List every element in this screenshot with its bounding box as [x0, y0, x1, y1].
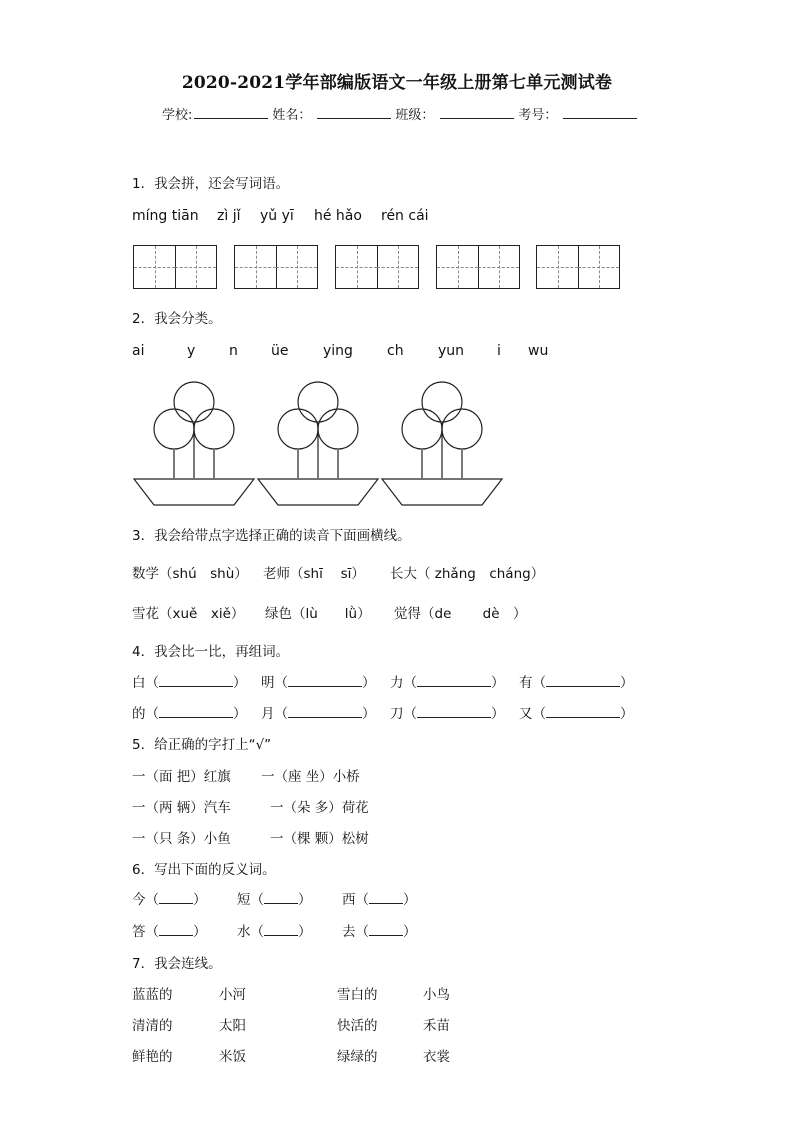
- answer-blank[interactable]: [369, 891, 403, 904]
- q3-item[interactable]: 长大（ zhǎng cháng）: [390, 566, 545, 582]
- q1-pinyin-2: zì jǐ: [217, 208, 241, 224]
- answer-blank[interactable]: [264, 891, 298, 904]
- q2-item: ai: [132, 343, 145, 359]
- q7-word[interactable]: 清清的: [132, 1018, 173, 1034]
- question-6-prompt: 6．写出下面的反义词。: [132, 862, 276, 878]
- q5-item[interactable]: 一（只 条）小鱼: [132, 831, 231, 847]
- q4-item: 月（ ）: [261, 706, 376, 722]
- q6-item: 西（ ）: [342, 892, 417, 908]
- q1-pinyin-4: hé hǎo: [314, 208, 362, 224]
- answer-blank[interactable]: [159, 705, 233, 718]
- q7-word[interactable]: 衣裳: [423, 1049, 450, 1065]
- answer-blank[interactable]: [159, 891, 193, 904]
- q4-item: 白（ ）: [132, 675, 247, 691]
- name-blank[interactable]: [317, 106, 391, 119]
- school-label: 学校:: [162, 108, 193, 123]
- q7-word[interactable]: 绿绿的: [337, 1049, 378, 1065]
- school-blank[interactable]: [194, 106, 268, 119]
- flower-pot-2: [258, 382, 378, 505]
- q2-item: yun: [438, 343, 465, 359]
- q7-word[interactable]: 快活的: [337, 1018, 378, 1034]
- q2-item: n: [229, 343, 238, 359]
- q3-item[interactable]: 绿色（lù lǜ）: [265, 606, 371, 622]
- writing-grid-1[interactable]: [133, 245, 217, 289]
- q6-item: 答（ ）: [132, 924, 207, 940]
- flower-circle[interactable]: [442, 409, 482, 449]
- q3-item[interactable]: 雪花（xuě xiě）: [132, 606, 245, 622]
- answer-blank[interactable]: [417, 705, 491, 718]
- answer-blank[interactable]: [288, 674, 362, 687]
- q7-word[interactable]: 太阳: [219, 1018, 246, 1034]
- flower-pots-diagram: [130, 378, 510, 510]
- answer-blank[interactable]: [264, 923, 298, 936]
- name-label: 姓名：: [272, 108, 312, 123]
- q1-pinyin-1: míng tiān: [132, 208, 199, 224]
- exam-number-label: 考号：: [518, 108, 558, 123]
- q6-item: 水（ ）: [237, 924, 312, 940]
- question-3-prompt: 3．我会给带点字选择正确的读音下面画横线。: [132, 528, 411, 544]
- page-title: 2020-2021学年部编版语文一年级上册第七单元测试卷: [181, 73, 613, 93]
- q2-item: ch: [387, 343, 404, 359]
- q4-item: 明（ ）: [261, 675, 376, 691]
- q7-word[interactable]: 米饭: [219, 1049, 246, 1065]
- question-2-prompt: 2．我会分类。: [132, 311, 222, 327]
- flower-circle[interactable]: [278, 409, 318, 449]
- q2-item: i: [497, 343, 501, 359]
- answer-blank[interactable]: [546, 705, 620, 718]
- q7-word[interactable]: 鲜艳的: [132, 1049, 173, 1065]
- q7-word[interactable]: 小河: [219, 987, 246, 1003]
- q4-item: 有（ ）: [519, 675, 634, 691]
- q7-word[interactable]: 蓝蓝的: [132, 987, 173, 1003]
- student-info-line: [162, 104, 641, 123]
- q2-item: y: [187, 343, 196, 359]
- flower-circle[interactable]: [154, 409, 194, 449]
- question-5-prompt: 5．给正确的字打上“√”: [132, 737, 272, 753]
- exam-number-blank[interactable]: [563, 106, 637, 119]
- q4-item: 的（ ）: [132, 706, 247, 722]
- q3-item[interactable]: 觉得（de dè ）: [394, 606, 527, 622]
- flower-pot-1: [134, 382, 254, 505]
- q4-item: 刀（ ）: [390, 706, 505, 722]
- flower-circle[interactable]: [194, 409, 234, 449]
- q2-item: ying: [323, 343, 353, 359]
- q1-pinyin-5: rén cái: [381, 208, 429, 224]
- flower-circle[interactable]: [402, 409, 442, 449]
- class-blank[interactable]: [440, 106, 514, 119]
- writing-grid-4[interactable]: [436, 245, 520, 289]
- answer-blank[interactable]: [159, 674, 233, 687]
- q6-item: 短（ ）: [237, 892, 312, 908]
- question-1-prompt: 1．我会拼，还会写词语。: [132, 176, 290, 192]
- question-4-prompt: 4．我会比一比，再组词。: [132, 644, 290, 660]
- answer-blank[interactable]: [369, 923, 403, 936]
- q2-item: üe: [271, 343, 289, 359]
- q5-item[interactable]: 一（棵 颗）松树: [270, 831, 369, 847]
- flower-circle[interactable]: [318, 409, 358, 449]
- question-7-prompt: 7．我会连线。: [132, 956, 222, 972]
- q5-item[interactable]: 一（面 把）红旗: [132, 769, 231, 785]
- writing-grid-5[interactable]: [536, 245, 620, 289]
- flower-circle[interactable]: [422, 382, 462, 422]
- flower-circle[interactable]: [174, 382, 214, 422]
- q7-word[interactable]: 禾苗: [423, 1018, 450, 1034]
- q7-word[interactable]: 雪白的: [337, 987, 378, 1003]
- answer-blank[interactable]: [417, 674, 491, 687]
- q5-item[interactable]: 一（座 坐）小桥: [261, 769, 360, 785]
- q5-item[interactable]: 一（两 辆）汽车: [132, 800, 231, 816]
- q1-pinyin-3: yǔ yī: [260, 208, 294, 224]
- q3-item[interactable]: 数学（shú shù）: [132, 566, 248, 582]
- q5-item[interactable]: 一（朵 多）荷花: [270, 800, 369, 816]
- q3-item[interactable]: 老师（shī sī）: [263, 566, 365, 582]
- q6-item: 去（ ）: [342, 924, 417, 940]
- q7-word[interactable]: 小鸟: [423, 987, 450, 1003]
- writing-grid-3[interactable]: [335, 245, 419, 289]
- q2-item: wu: [528, 343, 549, 359]
- answer-blank[interactable]: [288, 705, 362, 718]
- q6-item: 今（ ）: [132, 892, 207, 908]
- answer-blank[interactable]: [159, 923, 193, 936]
- q4-item: 力（ ）: [390, 675, 505, 691]
- flower-circle[interactable]: [298, 382, 338, 422]
- q4-item: 又（ ）: [519, 706, 634, 722]
- class-label: 班级：: [395, 108, 435, 123]
- writing-grid-2[interactable]: [234, 245, 318, 289]
- answer-blank[interactable]: [546, 674, 620, 687]
- flower-pot-3: [382, 382, 502, 505]
